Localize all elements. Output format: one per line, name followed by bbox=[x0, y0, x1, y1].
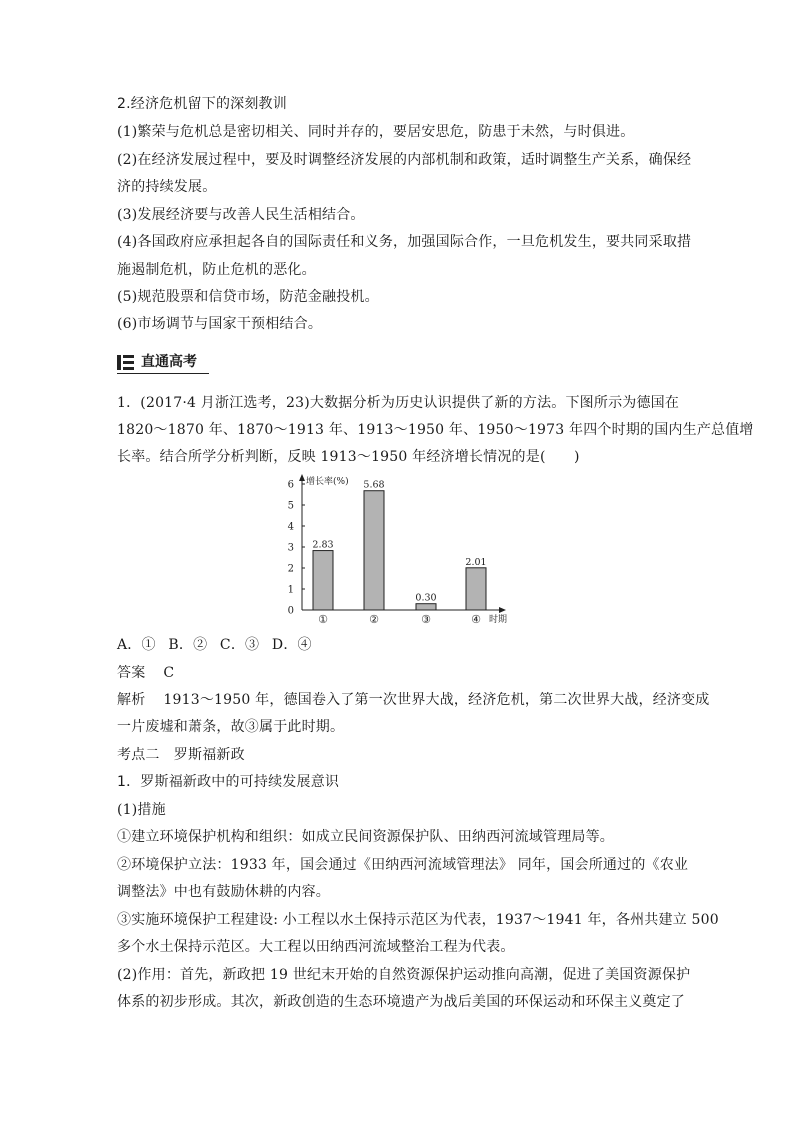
data-label: 5.68 bbox=[363, 479, 385, 491]
bar bbox=[416, 604, 436, 610]
analysis-text: 1913～1950 年，德国卷入了第一次世界大战，经济危机，第二次世界大战，经济变成 bbox=[163, 692, 710, 708]
answer-options bbox=[117, 636, 687, 654]
lesson-line: (6)市场调节与国家干预相结合。 bbox=[117, 316, 323, 332]
y-tick-label: 6 bbox=[287, 479, 294, 491]
lesson-line: (1)繁荣与危机总是密切相关、同时并存的，要居安思危，防患于未然，与时俱进。 bbox=[117, 124, 635, 140]
y-tick-label: 3 bbox=[287, 542, 294, 554]
topic-line: 体系的初步形成。其次，新政创造的生态环境遗产为战后美国的环保运动和环保主义奠定了 bbox=[117, 994, 685, 1010]
y-tick-label: 4 bbox=[287, 521, 294, 533]
analysis-row bbox=[117, 691, 710, 709]
y-tick-label: 1 bbox=[287, 584, 294, 596]
bar bbox=[313, 551, 333, 610]
lesson-line: (4)各国政府应承担起各自的国际责任和义务，加强国际合作，一旦危机发生，要共同采取措 bbox=[117, 234, 692, 250]
data-label: 2.83 bbox=[312, 539, 334, 551]
option-b: B．② bbox=[168, 637, 208, 653]
bar bbox=[466, 568, 486, 610]
lesson-line: (2)在经济发展过程中，要及时调整经济发展的内部机制和政策，适时调整生产关系，确保经 bbox=[117, 152, 692, 168]
option-d: D．④ bbox=[271, 637, 312, 653]
analysis-label: 解析 bbox=[117, 692, 146, 708]
question-line: 1820～1870 年、1870～1913 年、1913～1950 年、1950～1973 年四个时期的国内生产总值增 bbox=[117, 422, 754, 438]
y-tick-label: 0 bbox=[287, 605, 294, 617]
lessons-heading: 2.经济危机留下的深刻教训 bbox=[117, 96, 287, 112]
x-axis-arrow bbox=[499, 607, 506, 613]
data-label: 0.30 bbox=[415, 592, 437, 604]
y-tick-label: 5 bbox=[287, 500, 294, 512]
category-label: ① bbox=[318, 613, 328, 626]
answer-row bbox=[117, 664, 687, 682]
category-label: ③ bbox=[421, 613, 431, 626]
category-label: ② bbox=[369, 613, 379, 626]
section-list-icon bbox=[117, 355, 134, 370]
topic-line: (2)作用：首先，新政把 19 世纪末开始的自然资源保护运动推向高潮，促进了美国资源保护 bbox=[117, 967, 691, 983]
topic-line: 调整法》中也有鼓励休耕的内容。 bbox=[117, 884, 330, 900]
topic-line: 多个水土保持示范区。大工程以田纳西河流域整治工程为代表。 bbox=[117, 939, 515, 955]
question-line: 1．(2017·4 月浙江选考，23)大数据分析为历史认识提供了新的方法。下图所示为德国在 bbox=[117, 395, 680, 411]
topic-line: ①建立环境保护机构和组织：如成立民间资源保护队、田纳西河流域管理局等。 bbox=[117, 829, 614, 845]
option-c: C．③ bbox=[219, 637, 260, 653]
topic-line: ③实施环境保护工程建设: 小工程以水土保持示范区为代表，1937～1941 年，各州共建立 500 bbox=[117, 912, 719, 928]
topic-line: (1)措施 bbox=[117, 802, 166, 818]
y-axis-arrow bbox=[299, 474, 305, 481]
data-label: 2.01 bbox=[465, 556, 487, 568]
y-tick-label: 2 bbox=[287, 563, 294, 575]
y-axis-label: 增长率(%) bbox=[306, 477, 349, 487]
lesson-line: 施遏制危机，防止危机的恶化。 bbox=[117, 262, 316, 278]
x-axis-label: 时期 bbox=[489, 615, 508, 625]
category-label: ④ bbox=[471, 613, 481, 626]
analysis-line: 一片废墟和萧条，故③属于此时期。 bbox=[117, 719, 345, 735]
answer-value: C bbox=[163, 665, 175, 681]
question-line: 长率。结合所学分析判断，反映 1913～1950 年经济增长情况的是( ) bbox=[117, 449, 580, 465]
lesson-line: 济的持续发展。 bbox=[117, 179, 217, 195]
topic-subheading: 1．罗斯福新政中的可持续发展意识 bbox=[117, 774, 340, 790]
lesson-line: (5)规范股票和信贷市场，防范金融投机。 bbox=[117, 289, 379, 305]
topic-line: ②环境保护立法：1933 年，国会通过《田纳西河流域管理法》 同年，国会所通过的《农业 bbox=[117, 857, 689, 873]
topic-heading: 考点二 罗斯福新政 bbox=[117, 747, 245, 763]
option-a: A．① bbox=[117, 637, 156, 653]
section-title: 直通高考 bbox=[141, 354, 197, 370]
bar bbox=[364, 491, 384, 610]
section-header bbox=[117, 353, 209, 374]
answer-label: 答案 bbox=[117, 665, 146, 681]
lesson-line: (3)发展经济要与改善人民生活相结合。 bbox=[117, 207, 365, 223]
gdp-growth-bar-chart bbox=[280, 472, 520, 630]
